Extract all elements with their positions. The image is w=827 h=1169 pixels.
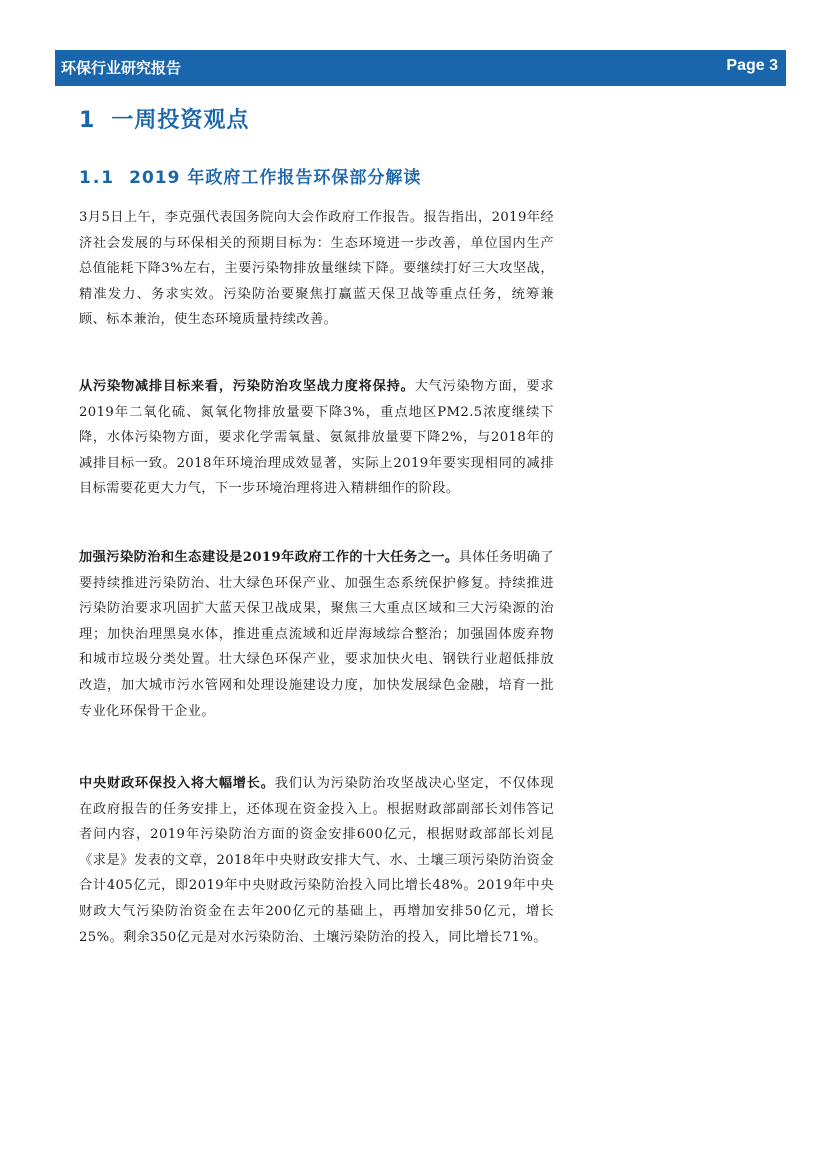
- subsection-heading: [79, 163, 421, 188]
- paragraph-body: 具体任务明确了要持续推进污染防治、壮大绿色环保产业、加强生态系统保护修复。持续推进污染防治要求巩固扩大蓝天保卫战成果，聚焦三大重点区域和三大污染源的治理；加快治理黑臭水体，推进重点流域和近岸海域综合整治；加强固体废弃物和城市垃圾分类处置。壮大绿色环保产业，要求加快火电、钢铁行业超低排放改造，加大城市污水管网和处理设施建设力度，加快发展绿色金融，培育一批专业化环保骨干企业。: [79, 550, 554, 719]
- paragraph-body: 我们认为污染防治攻坚战决心坚定，不仅体现在政府报告的任务安排上，还体现在资金投入上。根据财政部副部长刘伟答记者问内容，2019年污染防治方面的资金安排600亿元，根据财政部部长刘昆《求是》发表的文章，2018年中央财政安排大气、水、土壤三项污染防治资金合计405亿元，即2019年中央财政污染防治投入同比增长48%。2019年中央财政大气污染防治资金在去年200亿元的基础上，再增加安排50亿元，增长25%。剩余350亿元是对水污染防治、土壤污染防治的投入，同比增长71%。: [79, 776, 554, 945]
- paragraph-lead: 中央财政环保投入将大幅增长。: [79, 776, 275, 791]
- subsection-number: 1.1: [79, 168, 116, 188]
- paragraph-lead: 加强污染防治和生态建设是2019年政府工作的十大任务之一。: [79, 550, 459, 565]
- section-title: 一周投资观点: [111, 108, 250, 133]
- paragraph-body: 3月5日上午，李克强代表国务院向大会作政府工作报告。报告指出，2019年经济社会发展的与环保相关的预期目标为：生态环境进一步改善，单位国内生产总值能耗下降3%左右，主要污染物排放量继续下降。要继续打好三大攻坚战，精准发力、务求实效。污染防治要聚焦打赢蓝天保卫战等重点任务，统筹兼顾、标本兼治，使生态环境质量持续改善。: [79, 210, 554, 328]
- page-number: Page 3: [726, 57, 778, 74]
- section-number: 1: [79, 108, 96, 133]
- paragraph-body: 大气污染物方面，要求2019年二氧化硫、氮氧化物排放量要下降3%，重点地区PM2.5浓度继续下降，水体污染物方面，要求化学需氧量、氨氮排放量要下降2%，与2018年的减排目标一致。2018年环境治理成效显著，实际上2019年要实现相同的减排目标需要花更大力气，下一步环境治理将进入精耕细作的阶段。: [79, 379, 555, 497]
- paragraph-fiscal-investment: [79, 771, 554, 950]
- report-title: 环保行业研究报告: [61, 59, 182, 77]
- paragraph-key-tasks: [79, 545, 554, 724]
- subsection-title: 2019 年政府工作报告环保部分解读: [129, 168, 422, 188]
- paragraph-intro: [79, 205, 554, 333]
- paragraph-lead: 从污染物减排目标来看，污染防治攻坚战力度将保持。: [79, 379, 415, 394]
- section-heading: [79, 103, 249, 134]
- report-header-bar: [55, 50, 786, 86]
- paragraph-emission-targets: [79, 374, 554, 502]
